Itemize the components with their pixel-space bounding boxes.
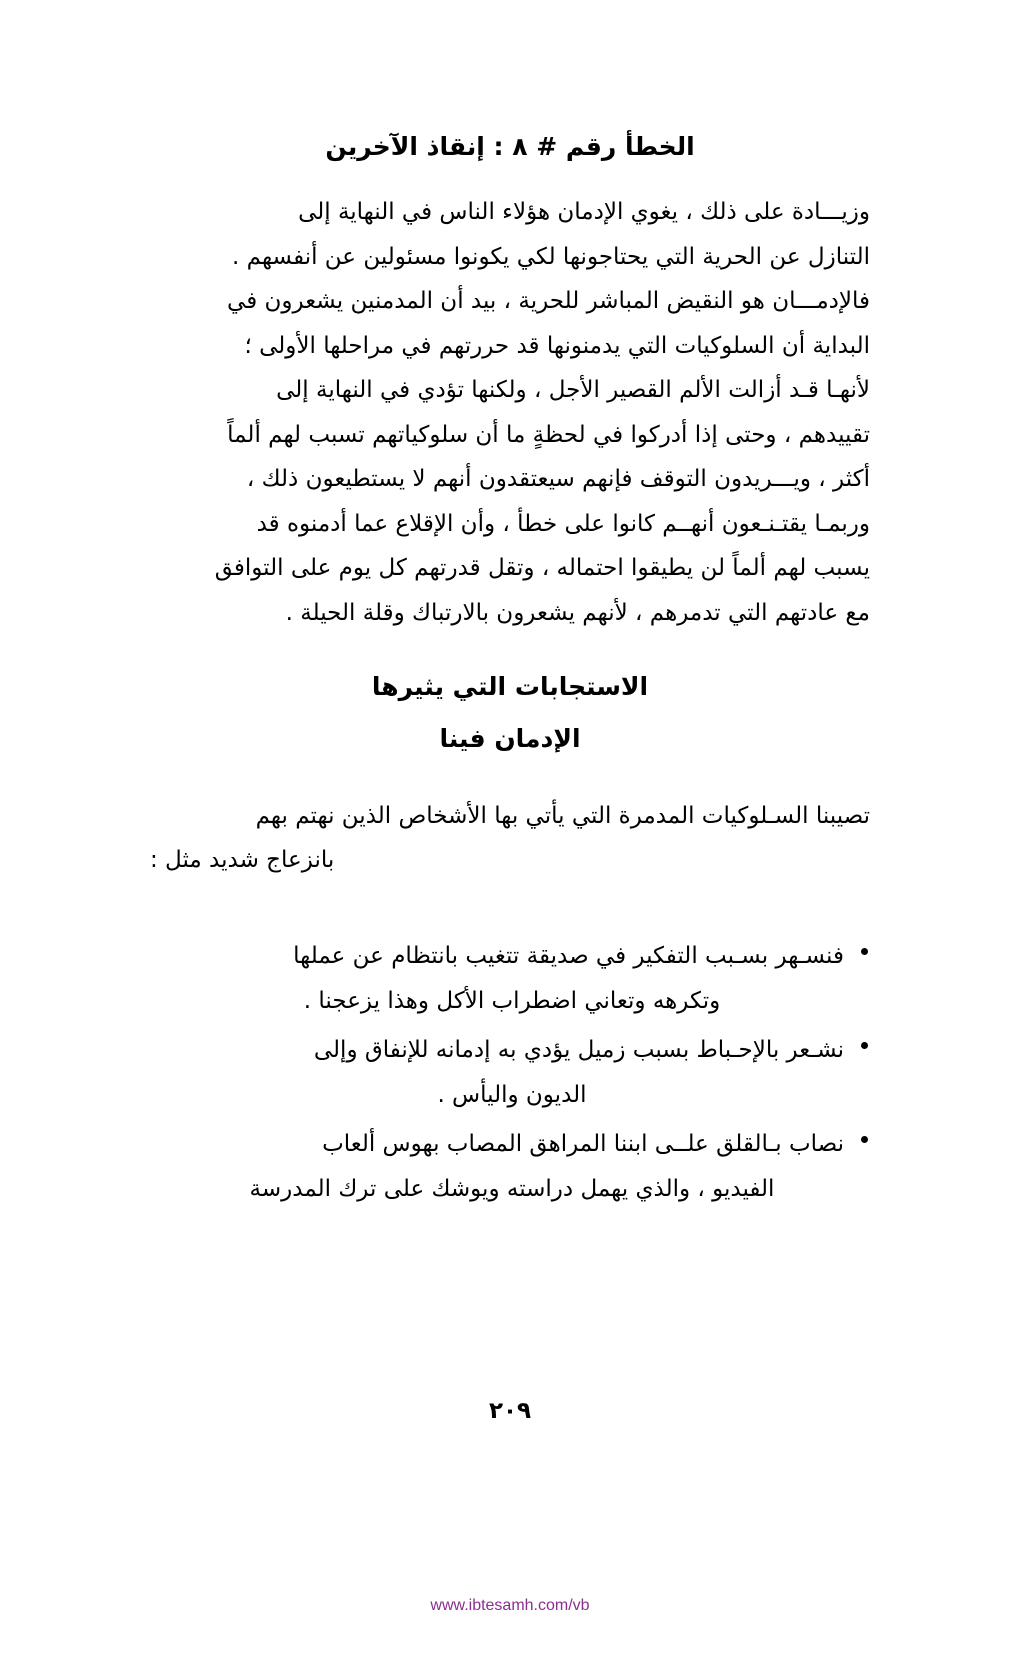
- footer-watermark: www.ibtesamh.com/vb: [430, 1597, 590, 1614]
- paragraph-line: البداية أن السلوكيات التي يدمنونها قد حررتهم في مراحلها الأولى ؛: [244, 332, 870, 359]
- list-item-line: الفيديو ، والذي يهمل دراسته ويوشك على ترك المدرسة: [249, 1176, 775, 1203]
- paragraph-line: تقييدهم ، وحتى إذا أدركوا في لحظةٍ ما أن سلوكياتهم تسبب لهم ألماً: [227, 421, 870, 448]
- paragraph-line: لأنهـا قـد أزالت الألم القصير الأجل ، ولكنها تؤدي في النهاية إلى: [276, 377, 870, 403]
- intro-line: تصيبنا السـلوكيات المدمرة التي يأتي بها الأشخاص الذين نهتم بهم: [255, 803, 870, 830]
- list-item: [150, 934, 870, 1024]
- intro-paragraph: [150, 794, 870, 882]
- list-item: [150, 1028, 870, 1118]
- paragraph-line: فالإدمـــان هو النقيض المباشر للحرية ، بيد أن المدمنين يشعرون في: [227, 288, 870, 314]
- paragraph-line: وزيـــادة على ذلك ، يغوي الإدمان هؤلاء الناس في النهاية إلى: [298, 199, 870, 225]
- page-title: الخطأ رقم # ٨ : إنقاذ الآخرين: [325, 132, 695, 161]
- list-item-line: نصاب بـالقلق علــى ابننا المراهق المصاب بهوس ألعاب: [322, 1131, 844, 1158]
- section-heading-line-one: الاستجابات التي يثيرها: [371, 672, 649, 701]
- paragraph-line: التنازل عن الحرية التي يحتاجونها لكي يكونوا مسئولين عن أنفسهم .: [232, 243, 870, 270]
- paragraph-line: مع عادتهم التي تدمرهم ، لأنهم يشعرون بالارتباك وقلة الحيلة .: [285, 599, 870, 626]
- section-heading-line-two: الإدمان فينا: [439, 724, 581, 753]
- bullet-dot-icon: [861, 948, 868, 955]
- list-item-line: الديون واليأس .: [437, 1082, 587, 1109]
- paragraph-line: وربمـا يقتـنـعون أنهــم كانوا على خطأ ، وأن الإقلاع عما أدمنوه قد: [256, 510, 870, 537]
- intro-line: بانزعاج شديد مثل :: [150, 847, 335, 874]
- bullet-dot-icon: [861, 1042, 868, 1049]
- list-item: [150, 1122, 870, 1212]
- list-item-line: وتكرهه وتعاني اضطراب الأكل وهذا يزعجنا .: [303, 988, 721, 1015]
- paragraph-line: يسبب لهم ألماً لن يطيقوا احتماله ، وتقل قدرتهم كل يوم على التوافق: [214, 555, 870, 581]
- list-item-line: فنسـهر بسـبب التفكير في صديقة تتغيب بانتظام عن عملها: [293, 943, 844, 970]
- paragraph-line: أكثر ، ويـــريدون التوقف فإنهم سيعتقدون أنهم لا يستطيعون ذلك ،: [246, 466, 870, 492]
- page-number: ٢٠٩: [488, 1398, 532, 1424]
- list-item-line: نشـعر بالإحـباط بسبب زميل يؤدي به إدمانه للإنفاق وإلى: [313, 1037, 844, 1064]
- bullet-list: [150, 934, 870, 1212]
- bullet-dot-icon: [861, 1136, 868, 1143]
- body-paragraph: [150, 190, 870, 635]
